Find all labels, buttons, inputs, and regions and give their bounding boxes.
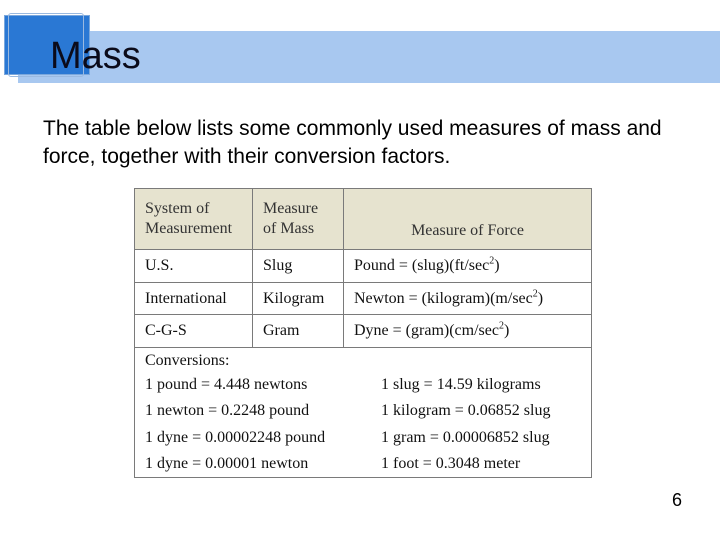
conversion-item: 1 dyne = 0.00002248 pound — [145, 428, 326, 446]
force-text: Dyne = (gram)(cm/sec — [354, 322, 499, 340]
table-row — [135, 250, 592, 283]
conversions-grid — [145, 374, 581, 476]
force-close: ) — [503, 322, 510, 340]
header-force: Measure of Force — [344, 189, 592, 250]
cell-force — [344, 315, 592, 348]
conversion-item: 1 dyne = 0.00001 newton — [145, 455, 309, 473]
table-row — [135, 315, 592, 348]
force-close: ) — [537, 289, 544, 307]
force-exponent: 2 — [489, 255, 495, 267]
cell-mass: Kilogram — [253, 282, 344, 315]
conversions-row — [135, 348, 592, 478]
conversion-item: 1 kilogram = 0.06852 slug — [381, 402, 551, 420]
cell-system: U.S. — [135, 250, 253, 283]
header-mass: Measure of Mass — [253, 189, 344, 250]
force-close: ) — [494, 256, 500, 274]
cell-force — [344, 250, 592, 283]
conversion-item: 1 slug = 14.59 kilograms — [381, 375, 541, 393]
conversion-item: 1 newton = 0.2248 pound — [145, 402, 310, 420]
header-system: System of Measurement — [135, 189, 253, 250]
cell-mass: Slug — [253, 250, 344, 283]
page-number: 6 — [672, 490, 683, 510]
cell-force — [344, 282, 592, 315]
units-table — [134, 188, 592, 478]
table-header-row — [135, 189, 592, 250]
intro-text: The table below lists some commonly used measures of mass and force, together with their conversion factors. — [43, 117, 662, 168]
slide-title: Mass — [50, 35, 141, 77]
force-exponent: 2 — [498, 320, 504, 332]
conversions-title: Conversions: — [145, 351, 230, 369]
conversions-cell — [135, 348, 592, 478]
force-text: Pound = (slug)(ft/sec — [354, 256, 490, 274]
table-row — [135, 282, 592, 315]
cell-system: International — [135, 282, 253, 315]
conversion-item: 1 foot = 0.3048 meter — [381, 455, 521, 473]
cell-mass: Gram — [253, 315, 344, 348]
force-text: Newton = (kilogram)(m/sec — [354, 289, 533, 307]
force-exponent: 2 — [532, 288, 538, 300]
conversion-item: 1 gram = 0.00006852 slug — [381, 428, 550, 446]
cell-system: C-G-S — [135, 315, 253, 348]
conversion-item: 1 pound = 4.448 newtons — [145, 375, 308, 393]
